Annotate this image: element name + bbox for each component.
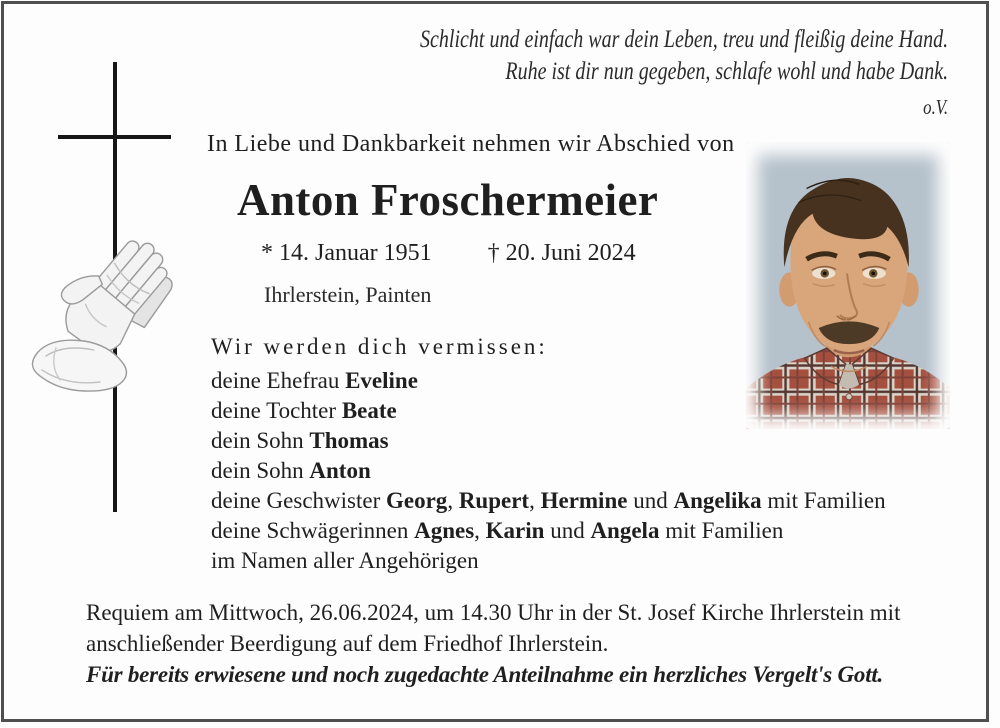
mourner-line: deine Ehefrau Eveline xyxy=(211,368,418,393)
deceased-name: Anton Froschermeier xyxy=(237,175,659,225)
mourner-line: dein Sohn Anton xyxy=(211,458,371,483)
epigraph xyxy=(420,24,948,123)
birth-date: * 14. Januar 1951 xyxy=(261,240,432,266)
epigraph-line-2: Ruhe ist dir nun gegeben, schlafe wohl und habe Dank. xyxy=(505,58,948,85)
portrait-photo xyxy=(745,142,951,429)
praying-hands-image xyxy=(22,220,182,405)
death-date: † 20. Juni 2024 xyxy=(487,240,636,266)
epigraph-attribution: o.V. xyxy=(923,95,948,119)
mourner-line: deine Schwägerinnen Agnes, Karin und Angela mit Familien xyxy=(211,518,784,543)
mourner-line: dein Sohn Thomas xyxy=(211,428,389,453)
cross-icon xyxy=(58,135,171,139)
life-dates xyxy=(261,240,636,267)
places-line: Ihrlerstein, Painten xyxy=(264,282,432,307)
closing-line: Für bereits erwiesene und noch zugedachte Anteilnahme ein herzliches Vergelt's Gott. xyxy=(86,662,884,687)
mourner-line: deine Geschwister Georg, Rupert, Hermine und Angelika mit Familien xyxy=(211,488,886,513)
epigraph-line-1: Schlicht und einfach war dein Leben, treu und fleißig deine Hand. xyxy=(419,26,948,53)
mourner-line: im Namen aller Angehörigen xyxy=(211,548,479,573)
farewell-heading: Wir werden dich vermissen: xyxy=(211,334,548,359)
intro-line: In Liebe und Dankbarkeit nehmen wir Abschied von xyxy=(207,131,735,157)
mourner-line: deine Tochter Beate xyxy=(211,398,397,423)
funeral-details: Requiem am Mittwoch, 26.06.2024, um 14.30 Uhr in der St. Josef Kirche Ihrlerstein mit anschließender Beerdigung auf dem Friedhof Ihrlerstein. xyxy=(86,600,901,656)
